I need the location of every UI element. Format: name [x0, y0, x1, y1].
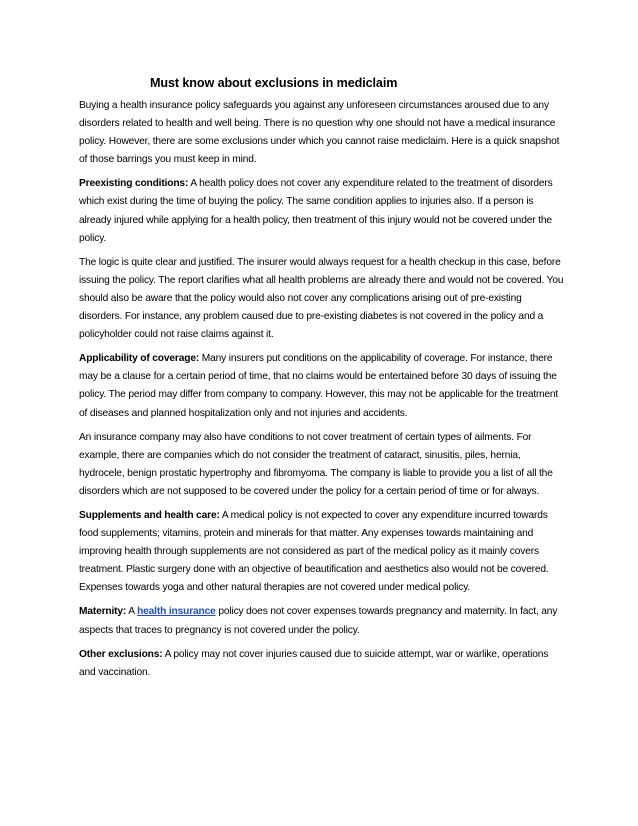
preexisting-heading: Preexisting conditions: — [79, 178, 189, 190]
maternity-post-link: policy does not cover expenses towards pregnancy and maternity. In fact, any aspects that traces to pregnancy is not covered under the policy. — [79, 606, 558, 636]
applicability-heading: Applicability of coverage: — [79, 353, 200, 365]
document-title: Must know about exclusions in mediclaim — [150, 76, 398, 90]
supplements-heading: Supplements and health care: — [79, 509, 220, 521]
preexisting-paragraph — [79, 175, 565, 247]
other-exclusions-text: A policy may not cover injuries caused due to suicide attempt, war or warlike, operations and vaccination. — [79, 648, 549, 678]
applicability-paragraph — [79, 350, 565, 422]
logic-paragraph: The logic is quite clear and justified. The insurer would always request for a health checkup in this case, before issuing the policy. The report clarifies what all health problems are already there and would not be covered. You should also be aware that the policy would also not cover any complications arising out of pre-existing disorders. For instance, any problem caused due to pre-existing diabetes is not covered in the policy and a policyholder could not raise claims against it. — [79, 256, 564, 341]
maternity-pre-link: A — [126, 606, 138, 618]
preexisting-text: A health policy does not cover any expenditure related to the treatment of disorders which exist during the time of buying the policy. The same condition applies to injuries also. If a person is already injured while applying for a health policy, then treatment of this injury would not be covered under the policy. — [79, 178, 553, 244]
maternity-paragraph — [79, 603, 565, 639]
intro-paragraph: Buying a health insurance policy safeguards you against any unforeseen circumstances aroused due to any disorders related to health and well being. There is no question why one should not have a medical insurance policy. However, there are some exclusions under which you cannot raise mediclaim. Here is a quick snapshot of those barrings you must keep in mind. — [79, 100, 560, 166]
other-exclusions-paragraph — [79, 646, 565, 682]
other-exclusions-heading: Other exclusions: — [79, 648, 163, 660]
maternity-heading: Maternity: — [79, 606, 127, 618]
health-insurance-link[interactable]: health insurance — [137, 606, 216, 618]
supplements-paragraph — [79, 507, 565, 597]
applicability-text: Many insurers put conditions on the applicability of coverage. For instance, there may be a clause for a certain period of time, that no claims would be entertained before 30 days of issuing the policy. The period may differ from company to company. However, this may not be applicable for the treatment of diseases and planned hospitalization only and not injuries and accidents. — [79, 353, 559, 419]
ailments-paragraph: An insurance company may also have conditions to not cover treatment of certain types of ailments. For example, there are companies which do not consider the treatment of cataract, sinusitis, piles, hernia, hydrocele, benign prostatic hypertrophy and fibromyoma. The company is liable to provide you a list of all the disorders which are not supposed to be covered under the policy for a certain period of time or for always. — [79, 431, 553, 497]
document-body — [79, 74, 565, 688]
supplements-text: A medical policy is not expected to cover any expenditure incurred towards food supplements; vitamins, protein and minerals for that matter. Any expenses towards maintaining and improving health through supplements are not considered as part of the medical policy as it mainly covers treatment. Plastic surgery done with an objective of beautification and aesthetics also would not be covered. Expenses towards yoga and other natural therapies are not covered under medical policy. — [79, 509, 549, 594]
